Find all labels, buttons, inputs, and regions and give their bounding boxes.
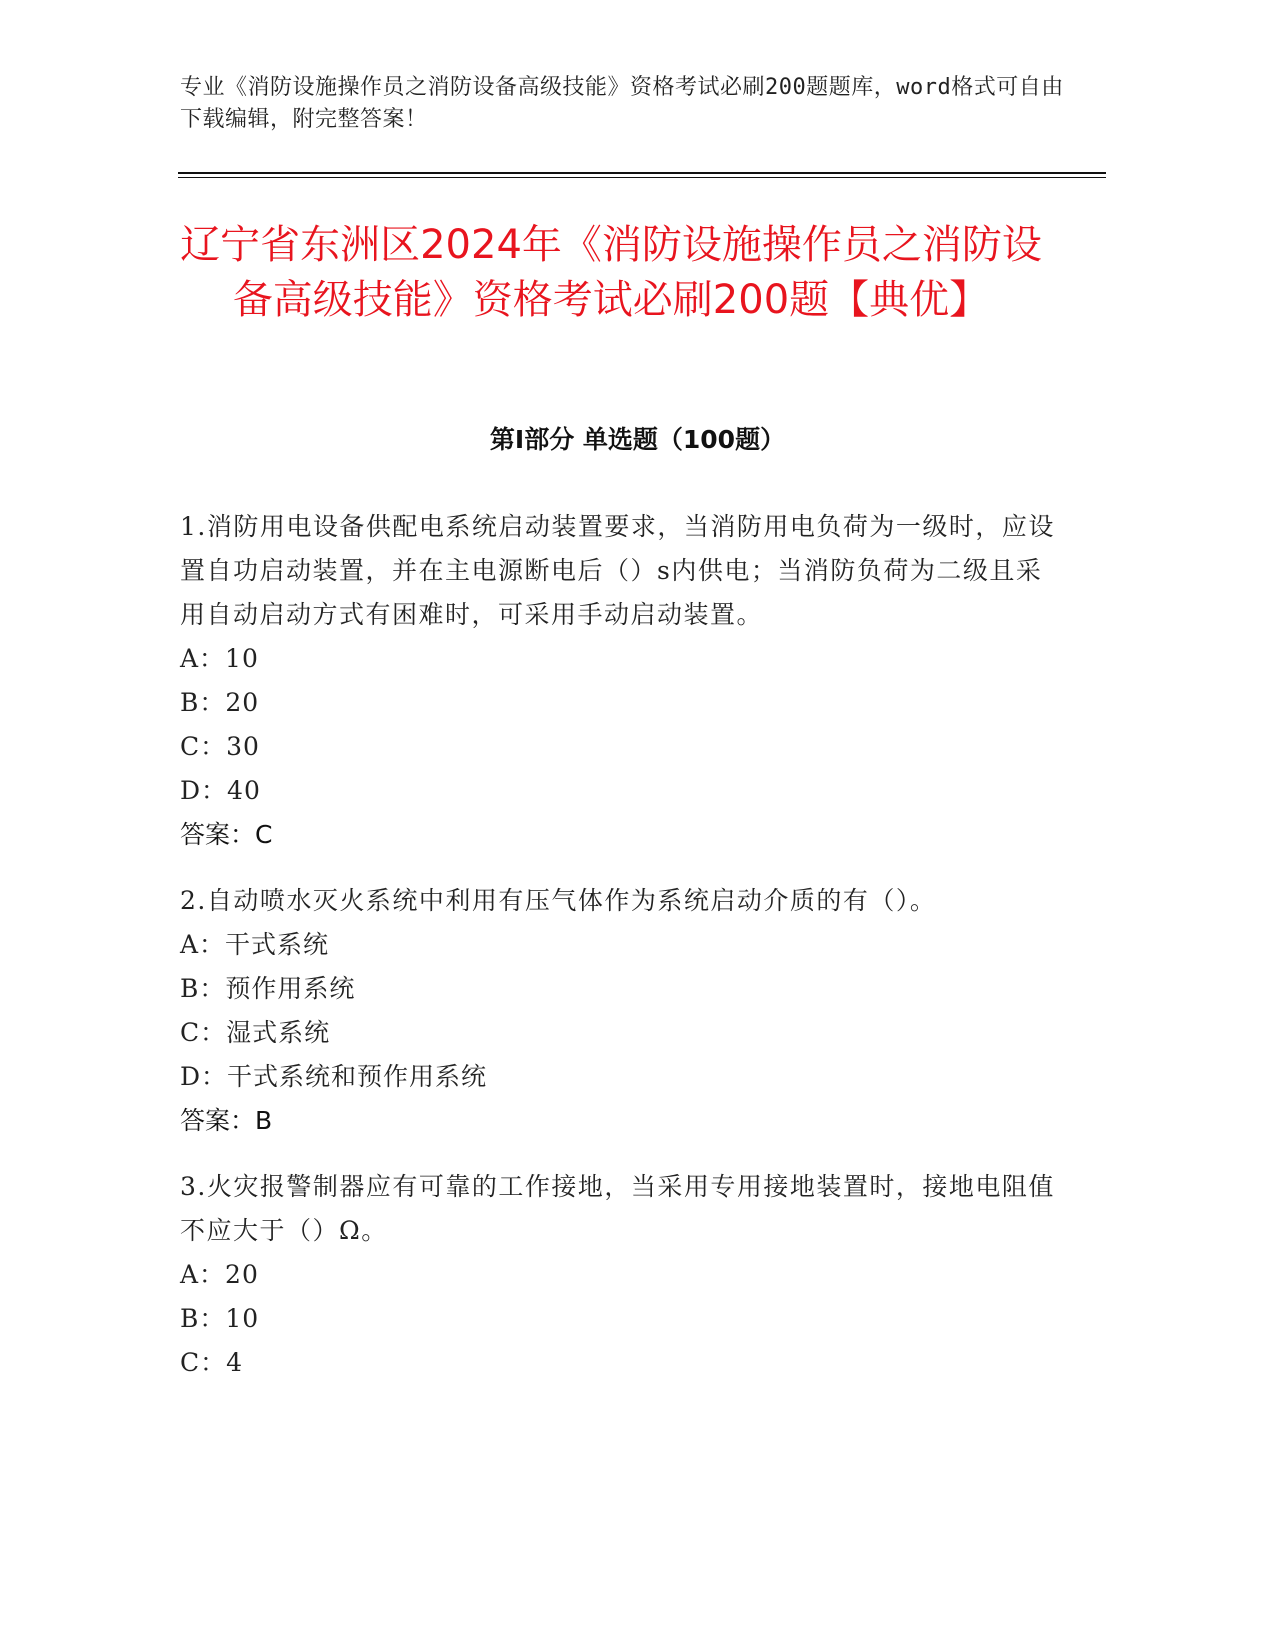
option-a: A：干式系统 (180, 930, 330, 959)
document-title: 辽宁省东洲区2024年《消防设施操作员之消防设备高级技能》资格考试必刷200题【典优】 (180, 222, 1042, 323)
question-stem: 1.消防用电设备供配电系统启动装置要求，当消防用电负荷为一级时，应设置自功启动装置，并在主电源断电后（）s内供电；当消防负荷为二级且采用自动启动方式有困难时，可采用手动启动装置。 (180, 512, 1055, 629)
answer: 答案：B (180, 1106, 273, 1135)
question-stem: 2.自动喷水灭火系统中利用有压气体作为系统启动介质的有（）。 (180, 886, 937, 915)
question-1 (180, 505, 1060, 857)
option-c: C：4 (180, 1348, 244, 1377)
question-stem: 3.火灾报警制器应有可靠的工作接地，当采用专用接地装置时，接地电阻值不应大于（）Ω。 (180, 1172, 1055, 1245)
option-b: B：20 (180, 688, 260, 717)
answer: 答案：C (180, 820, 273, 849)
header-divider-thin (178, 177, 1106, 178)
header-note: 专业《消防设施操作员之消防设备高级技能》资格考试必刷200题题库，word格式可自由下载编辑，附完整答案！ (180, 75, 1064, 132)
option-b: B：10 (180, 1304, 260, 1333)
option-d: D：干式系统和预作用系统 (180, 1062, 488, 1091)
option-a: A：10 (180, 644, 259, 673)
option-c: C：湿式系统 (180, 1018, 331, 1047)
option-a: A：20 (180, 1260, 259, 1289)
question-list (180, 505, 1060, 1407)
question-3 (180, 1165, 1060, 1385)
option-c: C：30 (180, 732, 260, 761)
section-heading: 第Ⅰ部分 单选题（100题） (489, 425, 786, 454)
option-d: D：40 (180, 776, 261, 805)
option-b: B：预作用系统 (180, 974, 356, 1003)
header-divider (178, 172, 1106, 174)
question-2 (180, 879, 1060, 1143)
